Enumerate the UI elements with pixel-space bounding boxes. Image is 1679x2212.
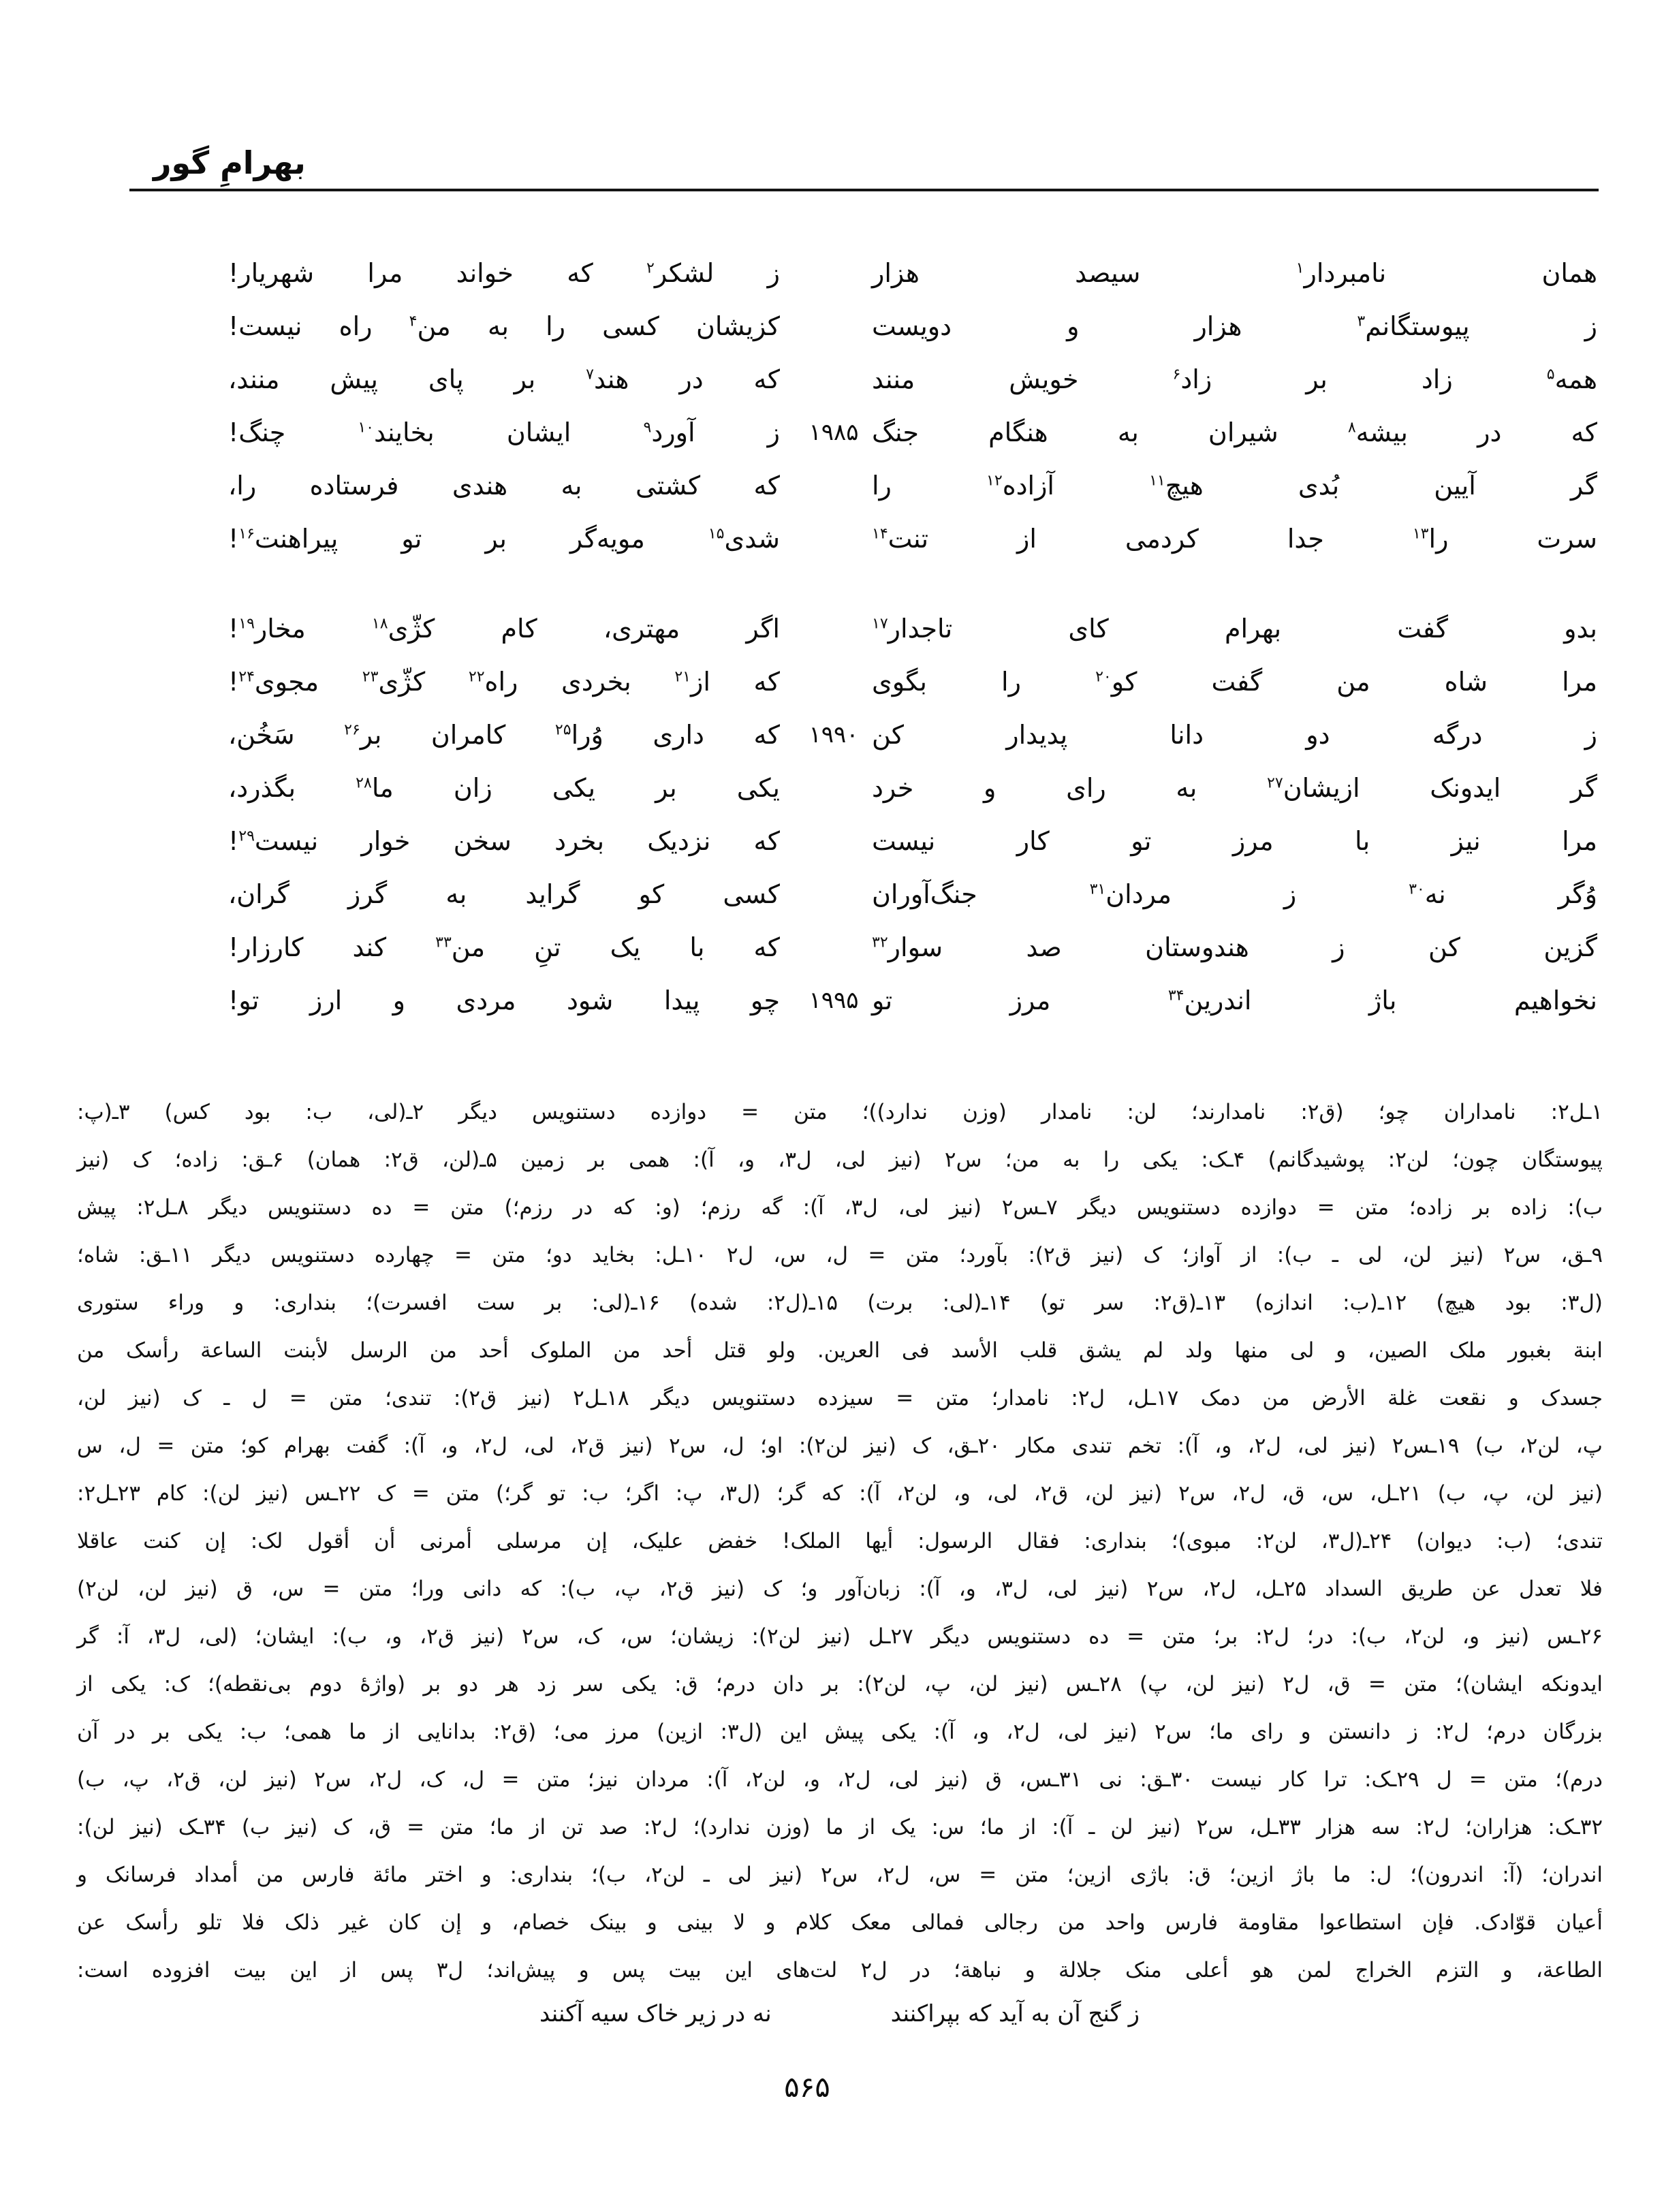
verse-number: ۱۹۹۰ [809,721,859,748]
apparatus-line: الطاعة، و التزم الخراج لمن هو أعلی منک جلالة و نباهة؛ در ل۲ لت‌های این بیت پس و پیش‌اند؛ ل۳ پس از این بیت افزوده است: [77,1958,1603,1982]
hemistich-second: که با یک تنِ من$^{۳۳}$ کند کارزار! [228,932,780,962]
hemistich-second: که نزدیک بخرد سخن خوار نیست$^{۲۹}$! [228,826,780,856]
apparatus-line: درم)؛ متن = ل ۲۹ـک: ترا کار نیست ۳۰ـق: نی ۳۱ـس، ق (نیز لی، ل۲، و، لن۲، آ): مردان نیز؛ متن = ل، ک، ل۲، س۲ (نیز لن، ق۲، پ، ب) [77,1767,1603,1792]
hemistich-second: که کشتی به هندی فرستاده را، [228,471,780,501]
hemistich-first: وُگر نه$^{۳۰}$ ز مردان$^{۳۱}$ جنگ‌آوران [872,879,1597,909]
poem-stanza-2 [228,602,1597,1027]
apparatus-line: (ل۳: بود هیچ) ۱۲ـ(ب: اندازه) ۱۳ـ(ق۲: سر تو) ۱۴ـ(لی: برت) ۱۵ـ(ل۲: شده) ۱۶ـ(لی: بر ست افسرت)؛ بنداری: و وراء ستوری [77,1291,1603,1315]
couplet-row [228,406,1597,459]
hemistich-second: کسی کو گراید به گرز گران، [228,879,780,909]
hemistich-first: مرا نیز با مرز تو کار نیست [872,826,1597,856]
couplet-row [228,761,1597,815]
hemistich-second: ز لشکر$^۲$ که خواند مرا شهریار! [228,258,781,288]
critical-apparatus [77,1088,1603,1994]
hemistich-second: چو پیدا شود مردی و ارز تو! [228,985,780,1015]
hemistich-first: نخواهیم باژ اندرین$^{۳۴}$ مرز تو [872,985,1597,1015]
apparatus-line: ب): زاده بر زاده؛ متن = دوازده دستنویس دیگر ۷ـس۲ (نیز لی، ل۳، آ): گه رزم؛ (و: که در رزم؛) متن = ده دستنویس دیگر ۸ـل۲: پیش [77,1195,1603,1220]
poem-stanza-1 [228,247,1597,565]
hemistich-first: مرا شاه من گفت کو$^{۲۰}$ را بگوی [872,667,1597,697]
apparatus-line: ایدونکه ایشان)؛ متن = ق، ل۲ (نیز لن، پ) ۲۸ـس (نیز لن، پ، لن۲): بر دان درم؛ ق: یکی سر زد هر دو بر (واژهٔ دوم بی‌نقطه)؛ ک: یکی از [77,1672,1603,1696]
apparatus-line: تندی؛ (ب: دیوان) ۲۴ـ(ل۳، لن۲: مبوی)؛ بنداری: فقال الرسول: أیها الملک! خفض علیک، إن مرسلی أمرنی أن أقول لک: إن کنت عاقلا [77,1529,1603,1553]
hemistich-first: گر ایدونک ازیشان$^{۲۷}$ به رای و خرد [872,773,1597,803]
hemistich-first: ز درگه دو دانا پدیدار کن [872,720,1597,750]
hemistich-first: همه$^۵$ زاد بر زاد$^۶$ خویش منند [872,364,1597,394]
apparatus-line: (نیز لن، پ، ب) ۲۱ـل، س، ق، ل۲، س۲ (نیز لن، ق۲، لی، و، لن۲، آ): که گر؛ (ل۳، پ: اگر؛ ب: تو گر؛) متن = ک ۲۲ـس (نیز لن): کام ۲۳ـل۲: [77,1481,1603,1506]
running-head-title: بهرامِ گور [153,144,306,181]
apparatus-line: ۹ـق، س۲ (نیز لن، لی ـ ب): از آواز؛ ک (نیز ق۲): بآورد؛ متن = ل، س، ل۲ ۱۰ـل: بخاید دو؛ متن = چهارده دستنویس دیگر ۱۱ـق: شاه؛ [77,1243,1603,1267]
couplet-row [228,300,1597,353]
hemistich-second: یکی بر یکی زان ما$^{۲۸}$ بگذرد، [228,773,781,803]
apparatus-line: ۲۶ـس (نیز و، لن۲، ب): در؛ ل۲: بر؛ متن = ده دستنویس دیگر ۲۷ـل (نیز لن۲): زیشان؛ س، ک، س۲ (نیز ق۲، و، ب): ایشان؛ (لی، ل۳، آ: گر [77,1624,1603,1649]
couplet-row [228,512,1597,565]
apparatus-line: فلا تعدل عن طریق السداد ۲۵ـل، ل۲، س۲ (نیز لی، ل۳، و، آ): زبان‌آور و؛ ک (نیز ق۲، پ، ب): که دانی ورا؛ متن = س، ق (نیز لن، لن۲) [77,1577,1603,1601]
hemistich-second: شدی$^{۱۵}$ مویه‌گر بر تو پیراهنت$^{۱۶}$! [228,524,780,554]
hemistich-first: گزین کن ز هندوستان صد سوار$^{۳۲}$ [872,932,1597,962]
apparatus-line: جسدک و نقعت غلة الأرض من دمک ۱۷ـل، ل۲: نامدار؛ متن = سیزده دستنویس دیگر ۱۸ـل۲ (نیز ق۲): تندی؛ متن = ل ـ ک (نیز لن، [77,1386,1603,1410]
hemistich-second: ز آورد$^۹$ ایشان بخایند$^{۱۰}$ چنگ! [228,417,780,447]
header-rule [129,189,1599,191]
couplet-row [228,353,1597,406]
couplet-row [228,655,1597,708]
apparatus-line: ابنة بغبور ملک الصین، و لی منها ولد لم یشق قلب الأسد فی العرین. ولو قتل أحد من الملوک أحد من الرسل لأبنت الساعة رأسک من [77,1338,1603,1363]
couplet-row [228,459,1597,512]
couplet-row [228,602,1597,655]
hemistich-first: ز پیوستگانم$^۳$ هزار و دویست [872,311,1597,341]
couplet-row [228,815,1597,868]
added-verse-second-hemistich: نه در زیر خاک سیه آکنند [539,2000,772,2027]
verse-number: ۱۹۸۵ [809,419,859,446]
hemistich-first: بدو گفت بهرام کای تاجدار$^{۱۷}$ [872,614,1597,644]
hemistich-first: سرت را$^{۱۳}$ جدا کردمی از تنت$^{۱۴}$ [872,524,1597,554]
added-verse-row [0,1990,1679,2038]
apparatus-line: پ، لن۲، ب) ۱۹ـس۲ (نیز لی، ل۲، و، آ): تخم تندی مکار ۲۰ـق، ک (نیز لن۲): او؛ ل، س۲ (نیز ق۲، لی، ل۲، و، آ): گفت بهرام کو؛ متن = ل، س [77,1434,1603,1458]
couplet-row [228,247,1597,300]
apparatus-line: ۱ـل۲: نامداران چو؛ (ق۲: نامدارند؛ لن: نامدار (وزن ندارد))؛ متن = دوازده دستنویس دیگر ۲ـ(لی، ب: بود کس) ۳ـ(پ: [77,1100,1603,1124]
hemistich-second: اگر مهتری، کام کژّی$^{۱۸}$ مخار$^{۱۹}$! [228,614,780,644]
apparatus-line: ۳۲ـک: هزاران؛ ل۲: سه هزار ۳۳ـل، س۲ (نیز لن ـ آ): از ما؛ س: یک از ما (وزن ندارد)؛ ل۲: صد تن از ما؛ متن = ق، ک (نیز ب) ۳۴ـک (نیز لن): [77,1815,1603,1839]
verse-number: ۱۹۹۵ [809,987,859,1014]
hemistich-first: گر آیین بُدی هیچ$^{۱۱}$ آزاده$^{۱۲}$ را [872,471,1597,501]
added-verse-first-hemistich: ز گنج آن به آید که بپراکنند [890,2000,1140,2027]
apparatus-line: اندران؛ (آ: اندرون)؛ ل: ما باژ ازین؛ ق: باژی ازین؛ متن = س، ل۲، س۲ (نیز لی ـ لن۲، ب)؛ بنداری: و اختر مائة فارس من أمداد فرسانک و [77,1863,1603,1887]
couplet-row [228,921,1597,974]
hemistich-first: همان نامبردار$^۱$ سیصد هزار [872,258,1598,288]
page-number: ۵۶۵ [784,2070,830,2104]
couplet-row [228,708,1597,761]
apparatus-line: أعیان قوّادک. فإن استطاعوا مقاومة فارس واحد من رجالی فمالی معک کلام و لا بینی و بینک خصام، و إن کان غیر ذلک فلا تلو رأسک عن [77,1910,1603,1935]
apparatus-line: پیوستگان چون؛ لن۲: پوشیدگانم) ۴ـک: یکی را به من؛ س۲ (نیز لی، ل۳، و، آ): همی بر زمین ۵ـ(لن، ق۲: همان) ۶ـق: زاده؛ ک (نیز [77,1148,1603,1172]
hemistich-second: که در هند$^۷$ بر پای پیش منند، [228,364,780,394]
hemistich-second: که از$^{۲۱}$ بخردی راه$^{۲۲}$ کژّی$^{۲۳}$ مجوی$^{۲۴}$! [228,667,781,697]
hemistich-second: که داری وُرا$^{۲۵}$ کامران بر$^{۲۶}$ سَخُن، [228,720,781,750]
apparatus-line: بزرگان درم؛ ل۲: ز دانستن و رای ما؛ س۲ (نیز لی، ل۲، و، آ): یکی پیش این (ل۳: ازین) مرز می؛ (ق۲: بدانایی از ما همی؛ ب: یکی بر در آن [77,1720,1603,1744]
couplet-row [228,974,1597,1027]
hemistich-second: کزیشان کسی را به من$^۴$ راه نیست! [228,311,781,341]
hemistich-first: که در بیشه$^۸$ شیران به هنگام جنگ [872,417,1597,447]
couplet-row [228,868,1597,921]
